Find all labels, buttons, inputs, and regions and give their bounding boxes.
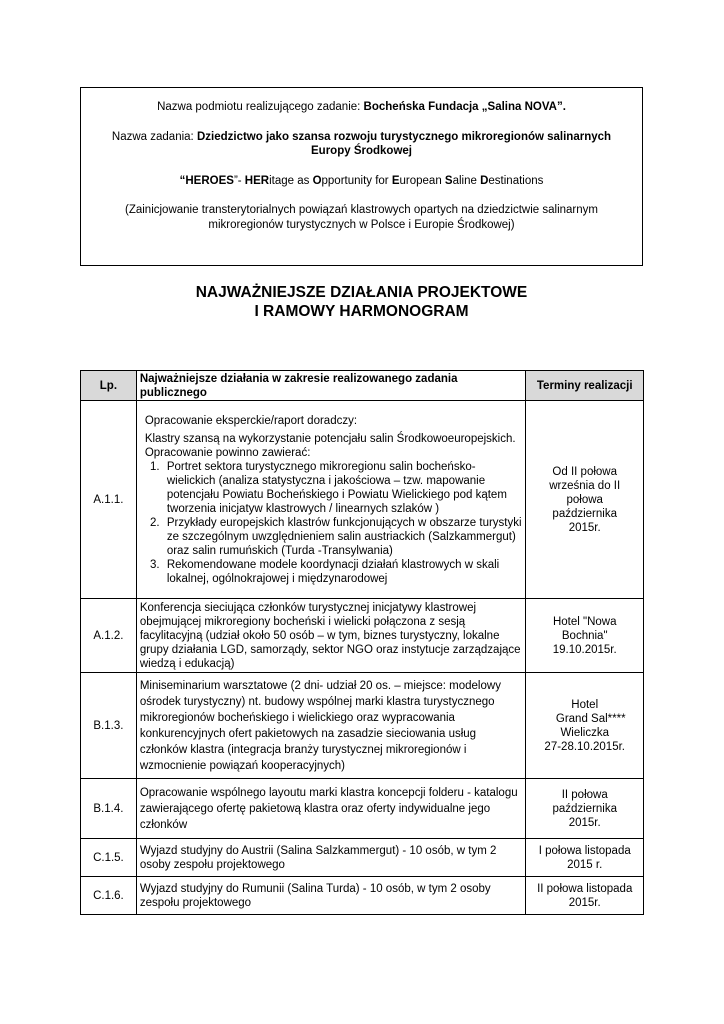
entity-name: Bocheńska Fundacja „Salina NOVA”. [363,101,566,113]
entity-line: Nazwa podmiotu realizującego zadanie: Bocheńska Fundacja „Salina NOVA”. [157,101,566,113]
table-row: A.1.1. Opracowanie eksperckie/raport doradczy: Klastry szansą na wykorzystanie potencjału salin Środkowoeuropejskich. Opracowanie powinno zawierać: 1. Portret sektora turystycznego mikroregionu salin bocheńsko-wielickich (analiza statystyczna i jakościowa – tzw. mapowanie potencjału Powiatu Bocheńskiego i Powiatu Wielickiego pod kątem tworzenia inicjatyw klastrowych / linearnych szlaków ) 2. Przykłady europejskich klastrów funkcjonujących w obszarze turystyki ze szczególnym uwzględnieniem salin austriackich (Salzkammergut) oraz salin rumuńskich (Turda -Transylwania) 3. Rekomendowane modele koordynacji działań klastrowych w skali lokalnej, ogólnokrajowej i międzynarodowej Od II połowa września do II połowa października 2015r. [81,401,644,599]
page-title: NAJWAŻNIEJSZE DZIAŁANIA PROJEKTOWE I RAMOWY HARMONOGRAM [195,284,528,320]
table-row: C.1.6. Wyjazd studyjny do Rumunii (Salina Turda) - 10 osób, w tym 2 osoby zespołu projektowego II połowa listopada 2015r. [81,877,644,915]
table-header-row [81,371,644,401]
header-activity: Najważniejsze działania w zakresie realizowanego zadania publicznego [136,371,526,401]
list-item: 3. Rekomendowane modele koordynacji działań klastrowych w skali lokalnej, ogólnokrajowej i międzynarodowej [163,558,523,586]
table-row: C.1.5. Wyjazd studyjny do Austrii (Salina Salzkammergut) - 10 osób, w tym 2 osoby zespołu projektowego I połowa listopada 2015 r. [81,839,644,877]
header-lp: Lp. [81,371,137,401]
schedule-table [80,370,644,915]
header-term: Terminy realizacji [526,371,644,401]
project-info-box [80,87,643,266]
task-line: Nazwa zadania: Dziedzictwo jako szansa rozwoju turystycznego mikroregionów salinarnych Europy Środkowej [111,130,612,157]
task-name: Dziedzictwo jako szansa rozwoju turystycznego mikroregionów salinarnych Europy Środkowej [196,130,612,157]
table-row: A.1.2. Konferencja sieciująca członków turystycznej inicjatywy klastrowej obejmującej mikroregiony bocheński i wielicki połączona z sesją facylitacyjną (udział około 50 osób – w tym, biznes turystyczny, lokalne grupy działania LGD, samorządy, sektor NGO oraz instytucje zarządzające wiedzą i edukacją) Hotel "Nowa Bochnia" 19.10.2015r. [81,599,644,673]
subtitle: (Zainicjowanie transterytorialnych powiązań klastrowych opartych na dziedzictwie salinarnym mikroregionów turystycznych w Polsce i Europie Środkowej) [125,204,598,231]
heroes-line: “HEROES”- HERitage as Opportunity for European Saline Destinations [179,174,544,187]
list-item: 2. Przykłady europejskich klastrów funkcjonujących w obszarze turystyki ze szczególnym uwzględnieniem salin austriackich (Salzkammergut) oraz salin rumuńskich (Turda -Transylwania) [163,516,523,558]
table-row: B.1.4. Opracowanie wspólnego layoutu marki klastra koncepcji folderu - katalogu zawierającego ofertę pakietową klastra oraz oferty indywidualne jego członków II połowa października 2015r. [81,779,644,839]
list-item: 1. Portret sektora turystycznego mikroregionu salin bocheńsko-wielickich (analiza statystyczna i jakościowa – tzw. mapowanie potencjału Powiatu Bocheńskiego i Powiatu Wielickiego pod kątem tworzenia inicjatyw klastrowych / linearnych szlaków ) [163,460,523,516]
table-row: B.1.3. Miniseminarium warsztatowe (2 dni- udział 20 os. – miejsce: modelowy ośrodek turystyczny) nt. budowy wspólnej marki klastra turystycznego mikroregionów bocheńskiego i wielickiego oraz wypracowania konkurencyjnych ofert pakietowych na zasadzie sieciowania usług członków klastra (integracja branży turystycznej mikroregionów i wzmocnienie powiązań kooperacyjnych) Hotel Grand Sal**** Wieliczka 27-28.10.2015r. [81,673,644,779]
requirements-list [145,460,523,586]
